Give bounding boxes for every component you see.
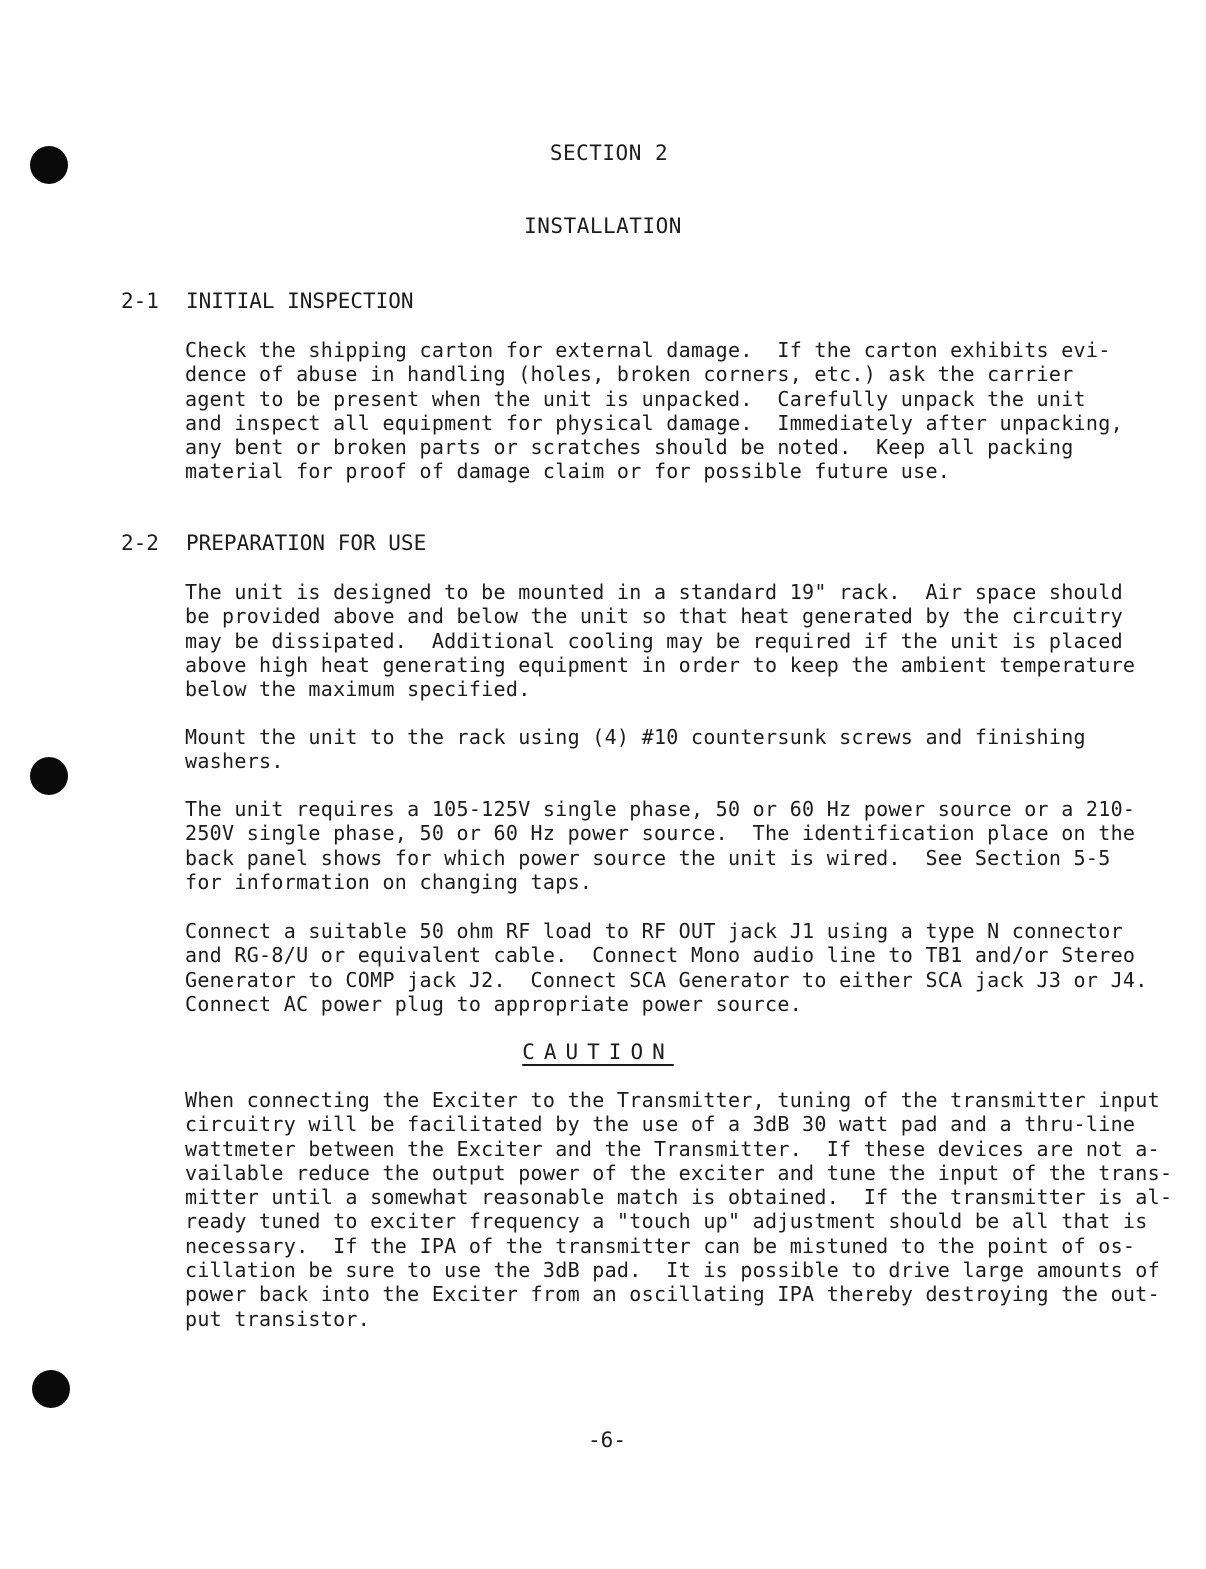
section-heading: SECTION 2 (549, 141, 669, 165)
caution-heading: CAUTION (522, 1040, 674, 1064)
paragraph-connections (185, 919, 1148, 1016)
text-line: The unit requires a 105-125V single phase, 50 or 60 Hz power source or a 210- (185, 797, 1136, 821)
paragraph-mount-screws (185, 725, 1145, 774)
text-line: be provided above and below the unit so that heat generated by the circuitry (185, 604, 1123, 629)
text-line: above high heat generating equipment in order to keep the ambient temperature (185, 652, 1136, 677)
text-line: washers. (185, 749, 284, 774)
text-line: Mount the unit to the rack using (4) #10 countersunk screws and finishing (185, 725, 1086, 749)
text-line: vailable reduce the output power of the exciter and tune the input of the trans- (185, 1160, 1173, 1185)
text-line: power back into the Exciter from an oscillating IPA thereby destroying the out- (185, 1282, 1160, 1307)
paragraph-caution (185, 1088, 1173, 1331)
text-line: wattmeter between the Exciter and the Transmitter. If these devices are not a- (185, 1136, 1160, 1161)
paragraph-initial-inspection (185, 338, 1145, 484)
page-title: INSTALLATION (524, 214, 682, 238)
page-number: -6- (588, 1428, 626, 1452)
text-line: Check the shipping carton for external damage. If the carton exhibits evi- (185, 338, 1111, 362)
text-line: Generator to COMP jack J2. Connect SCA Generator to either SCA jack J3 or J4. (185, 967, 1148, 992)
paragraph-rack-mounting (185, 580, 1145, 701)
punch-hole-middle (30, 757, 68, 795)
text-line: The unit is designed to be mounted in a standard 19" rack. Air space should (185, 580, 1123, 604)
text-line: cillation be sure to use the 3dB pad. It is possible to drive large amounts of (185, 1258, 1160, 1283)
text-line: When connecting the Exciter to the Transmitter, tuning of the transmitter input (185, 1088, 1160, 1112)
punch-hole-bottom (32, 1370, 70, 1408)
text-line: put transistor. (185, 1306, 371, 1331)
text-line: Connect AC power plug to appropriate power source. (185, 991, 803, 1016)
text-line: material for proof of damage claim or for possible future use. (185, 459, 951, 484)
text-line: mitter until a somewhat reasonable match is obtained. If the transmitter is al- (185, 1185, 1173, 1210)
paragraph-power-source (185, 797, 1145, 894)
text-line: may be dissipated. Additional cooling may be required if the unit is placed (185, 628, 1123, 653)
text-line: necessary. If the IPA of the transmitter can be mistuned to the point of os- (185, 1233, 1136, 1258)
text-line: and inspect all equipment for physical damage. Immediately after unpacking, (185, 410, 1123, 435)
text-line: Connect a suitable 50 ohm RF load to RF OUT jack J1 using a type N connector (185, 919, 1123, 943)
section-title-preparation-for-use: PREPARATION FOR USE (186, 531, 427, 555)
text-line: ready tuned to exciter frequency a "touch up" adjustment should be all that is (185, 1209, 1148, 1234)
text-line: and RG-8/U or equivalent cable. Connect Mono audio line to TB1 and/or Stereo (185, 943, 1136, 968)
text-line: 250V single phase, 50 or 60 Hz power source. The identification place on the (185, 821, 1136, 846)
text-line: circuitry will be facilitated by the use of a 3dB 30 watt pad and a thru-line (185, 1112, 1136, 1137)
text-line: agent to be present when the unit is unpacked. Carefully unpack the unit (185, 386, 1086, 411)
text-line: for information on changing taps. (185, 869, 593, 894)
text-line: back panel shows for which power source the unit is wired. See Section 5-5 (185, 845, 1111, 870)
text-line: any bent or broken parts or scratches should be noted. Keep all packing (185, 435, 1074, 460)
section-number-2-1: 2-1 (121, 289, 159, 313)
section-number-2-2: 2-2 (121, 531, 159, 555)
section-title-initial-inspection: INITIAL INSPECTION (186, 289, 414, 313)
text-line: below the maximum specified. (185, 677, 531, 702)
text-line: dence of abuse in handling (holes, broken corners, etc.) ask the carrier (185, 362, 1074, 387)
